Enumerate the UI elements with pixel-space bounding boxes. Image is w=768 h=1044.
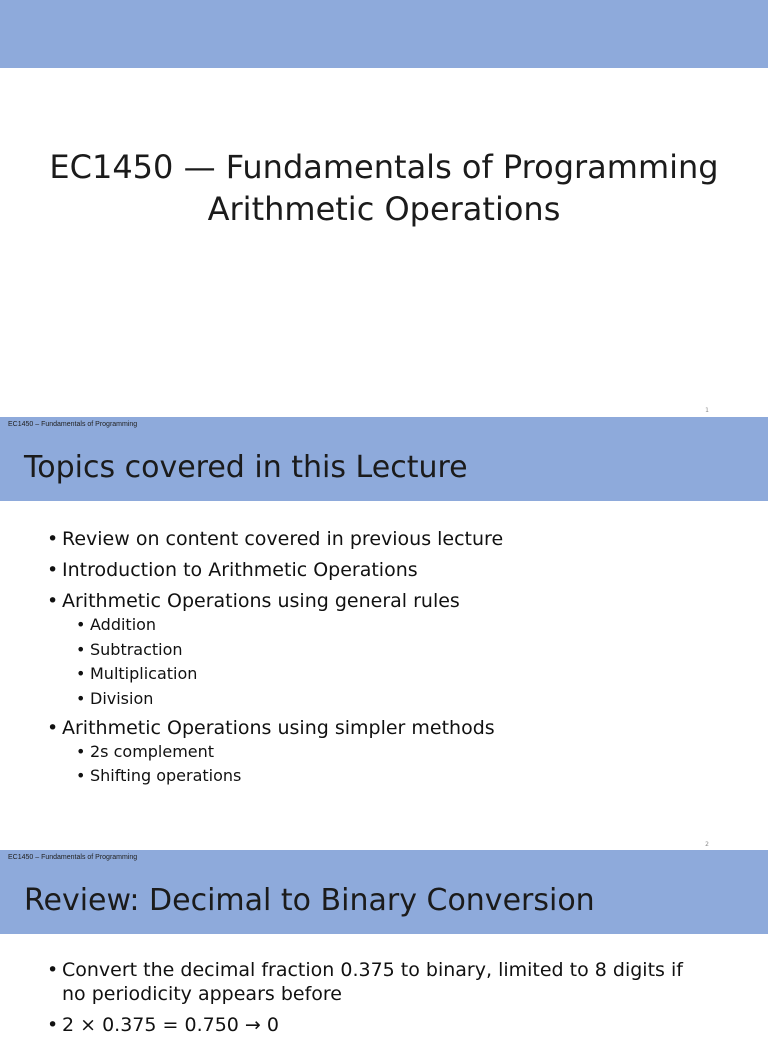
subtopic-2s-complement bbox=[76, 742, 747, 762]
subtopic-label: Addition bbox=[90, 615, 157, 634]
conversion-step-text: 2 × 0.375 = 0.750 → 0 bbox=[62, 1014, 279, 1036]
subtopic-shifting bbox=[76, 766, 747, 786]
slide1-title-line1: EC1450 — Fundamentals of Programming bbox=[49, 148, 719, 186]
subtopic-label: Subtraction bbox=[90, 639, 183, 659]
topic-item-label: Review on content covered in previous lecture bbox=[62, 528, 504, 550]
conversion-step bbox=[47, 1013, 707, 1037]
slide2-topic-list bbox=[47, 527, 747, 793]
topic-item-review bbox=[47, 527, 747, 551]
subtopic-label: Shifting operations bbox=[90, 766, 242, 785]
topic-item-label: Arithmetic Operations using simpler methods bbox=[62, 716, 495, 739]
subtopic-label: Multiplication bbox=[90, 664, 198, 683]
topic-item-simpler-methods bbox=[47, 716, 747, 787]
slide3-course-label: EC1450 – Fundamentals of Programming bbox=[8, 854, 138, 861]
subtopic-label: 2s complement bbox=[90, 741, 215, 761]
subtopic-subtraction bbox=[76, 640, 747, 660]
topic-item-introduction bbox=[47, 558, 747, 582]
slide1-title bbox=[0, 146, 768, 230]
topic-item-label: Arithmetic Operations using general rules bbox=[62, 590, 460, 612]
slide3-bullet-list bbox=[47, 958, 707, 1044]
slide2-title: Topics covered in this Lecture bbox=[24, 450, 468, 485]
slide2-number: 2 bbox=[705, 841, 709, 848]
topic-item-label: Introduction to Arithmetic Operations bbox=[62, 559, 418, 581]
subtopic-label: Division bbox=[90, 688, 154, 708]
simpler-methods-sublist bbox=[47, 742, 747, 787]
slide3-title: Review: Decimal to Binary Conversion bbox=[24, 883, 595, 918]
slide1-title-line2: Arithmetic Operations bbox=[207, 190, 561, 228]
subtopic-multiplication bbox=[76, 664, 747, 684]
topic-item-general-rules bbox=[47, 589, 747, 709]
subtopic-addition bbox=[76, 615, 747, 635]
slide2-course-label: EC1450 – Fundamentals of Programming bbox=[8, 421, 138, 428]
subtopic-division bbox=[76, 689, 747, 709]
general-rules-sublist bbox=[47, 615, 747, 709]
conversion-task-text: Convert the decimal fraction 0.375 to binary, limited to 8 digits if no periodicity appears before bbox=[62, 959, 683, 1005]
conversion-task bbox=[47, 958, 707, 1006]
slide1-header-band bbox=[0, 0, 768, 68]
slide1-number: 1 bbox=[705, 407, 709, 414]
